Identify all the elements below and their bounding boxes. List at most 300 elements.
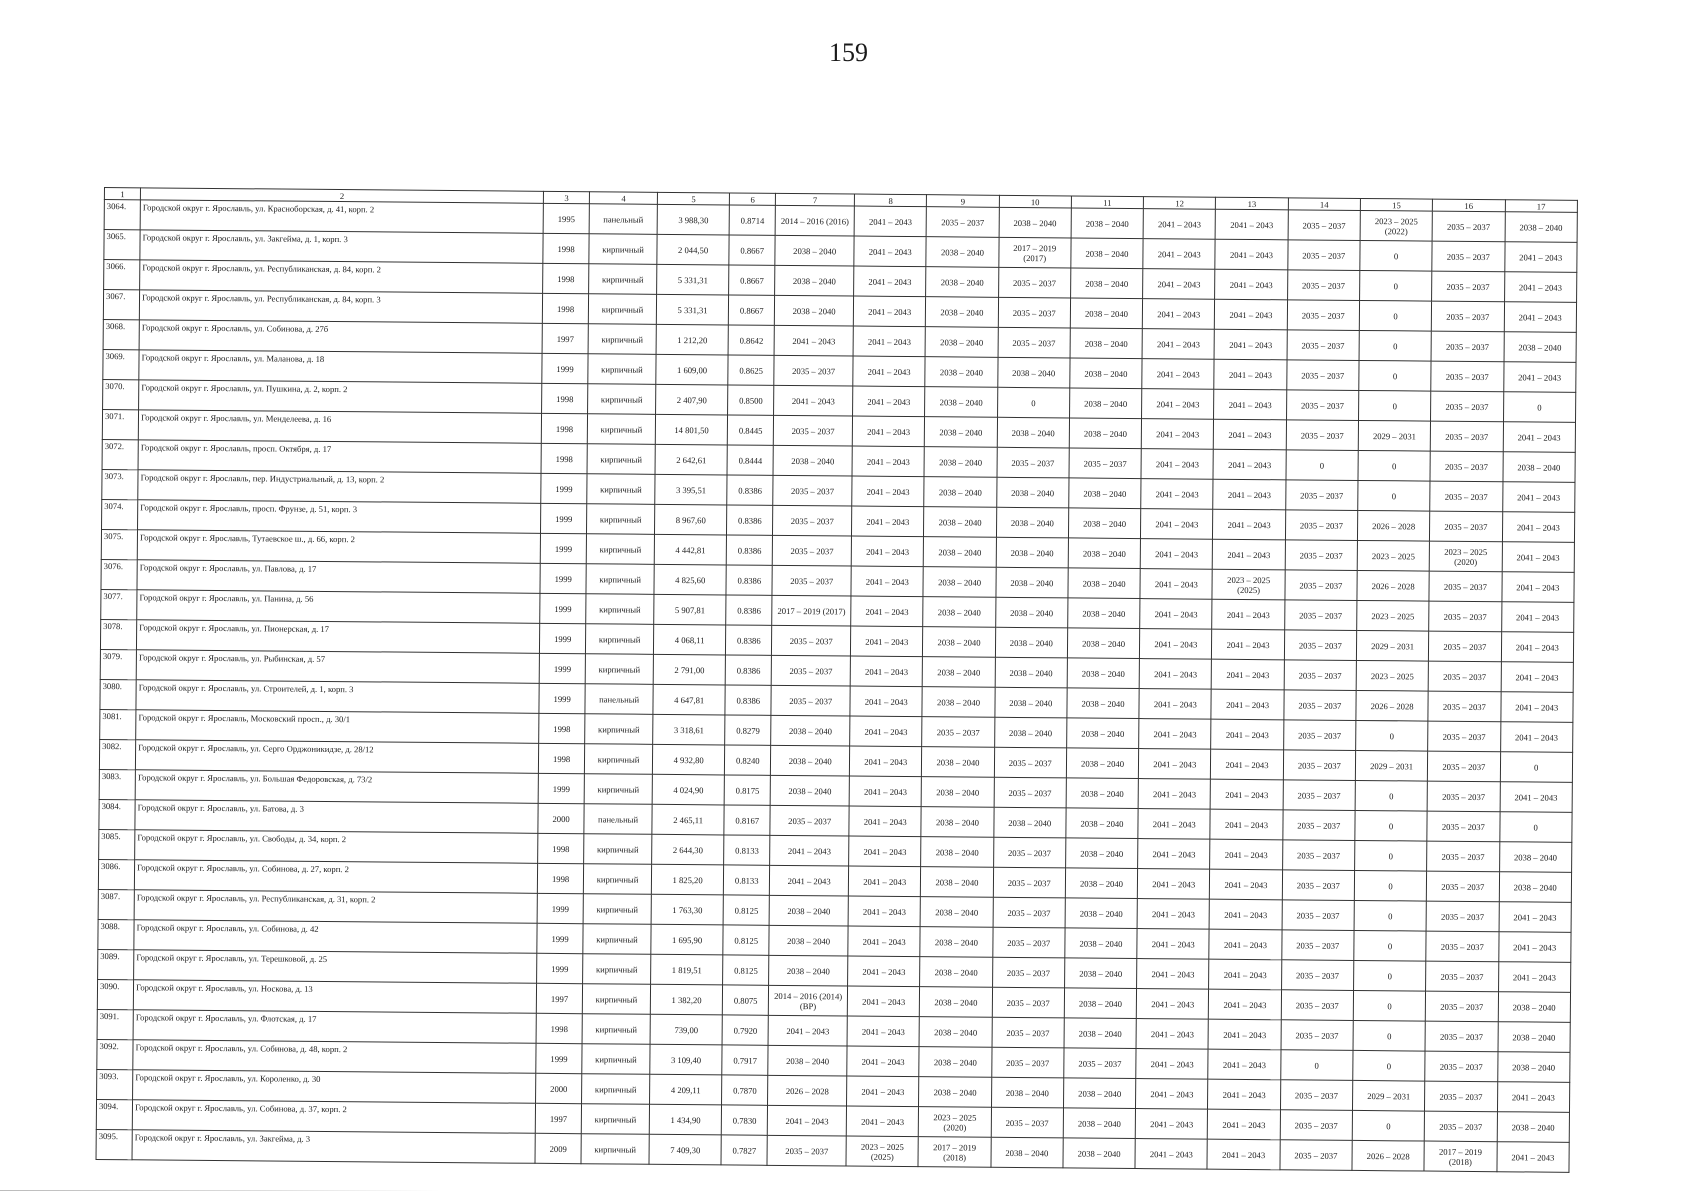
row-number-cell: 3084. bbox=[99, 799, 135, 829]
table-cell: 2041 – 2043 bbox=[850, 656, 923, 687]
table-cell: 2038 – 2040 bbox=[1502, 452, 1575, 483]
table-cell: 2026 – 2028 bbox=[768, 1075, 847, 1106]
table-cell: 1 609,00 bbox=[656, 354, 729, 385]
table-cell: 2041 – 2043 bbox=[854, 206, 927, 237]
table-cell: 2038 – 2040 bbox=[996, 537, 1069, 568]
table-cell: 2041 – 2043 bbox=[849, 776, 922, 807]
row-number-cell: 3088. bbox=[98, 919, 134, 949]
table-cell: 2038 – 2040 bbox=[997, 357, 1070, 388]
address-cell: Городской округ г. Ярославль, ул. Собинова, д. 37, корп. 2 bbox=[132, 1100, 535, 1134]
address-cell: Городской округ г. Ярославль, Тутаевское ш., д. 66, корп. 2 bbox=[137, 530, 540, 564]
table-cell: 0.8642 bbox=[728, 325, 774, 355]
table-cell: 2041 – 2043 bbox=[851, 536, 924, 567]
column-header-8: 8 bbox=[854, 194, 926, 207]
table-cell: 2038 – 2040 bbox=[768, 1045, 847, 1076]
table-cell: 2014 – 2016 (2014) (ВР) bbox=[769, 985, 848, 1016]
row-number-cell: 3080. bbox=[100, 679, 136, 709]
table-cell: кирпичный bbox=[589, 234, 657, 265]
table-cell: 2041 – 2043 bbox=[851, 596, 924, 627]
row-number-cell: 3069. bbox=[103, 349, 139, 379]
table-cell: 2038 – 2040 bbox=[991, 1077, 1064, 1108]
schedule-table-container bbox=[96, 187, 1578, 1167]
column-header-10: 10 bbox=[999, 195, 1071, 208]
table-cell: 2035 – 2037 bbox=[1282, 930, 1355, 961]
table-cell: 2035 – 2037 bbox=[774, 415, 853, 446]
table-cell: 2041 – 2043 bbox=[1497, 1082, 1570, 1113]
table-cell: кирпичный bbox=[584, 774, 652, 805]
table-cell: 0.8133 bbox=[724, 865, 770, 895]
row-number-cell: 3076. bbox=[101, 559, 137, 589]
row-number-cell: 3091. bbox=[97, 1009, 133, 1039]
table-cell: 2 465,11 bbox=[652, 804, 725, 835]
table-cell: 0 bbox=[1500, 752, 1573, 783]
table-cell: 2038 – 2040 bbox=[1504, 332, 1577, 363]
table-cell: 1 825,20 bbox=[651, 864, 724, 895]
table-cell: 2038 – 2040 bbox=[1067, 658, 1140, 689]
table-cell: 2041 – 2043 bbox=[1500, 722, 1573, 753]
table-cell: 2041 – 2043 bbox=[850, 716, 923, 747]
table-cell: 4 024,90 bbox=[652, 774, 725, 805]
table-cell: 2038 – 2040 bbox=[1066, 748, 1139, 779]
table-cell: 2041 – 2043 bbox=[1137, 899, 1210, 930]
table-cell: 1998 bbox=[541, 413, 587, 443]
table-cell: 1995 bbox=[543, 203, 589, 233]
table-cell: 2035 – 2037 bbox=[1288, 240, 1361, 271]
table-cell: 2041 – 2043 bbox=[1136, 1019, 1209, 1050]
table-cell: кирпичный bbox=[583, 924, 651, 955]
table-cell: 2038 – 2040 bbox=[769, 925, 848, 956]
table-cell: 2035 – 2037 bbox=[1069, 448, 1142, 479]
row-number-cell: 3090. bbox=[97, 979, 133, 1009]
table-cell: 2035 – 2037 bbox=[1064, 1048, 1137, 1079]
table-cell: 0.8386 bbox=[727, 505, 773, 535]
table-cell: 2041 – 2043 bbox=[1501, 632, 1574, 663]
table-cell: 2041 – 2043 bbox=[848, 926, 921, 957]
table-cell: 2038 – 2040 bbox=[922, 687, 995, 718]
table-cell: 2041 – 2043 bbox=[1143, 209, 1216, 240]
table-cell: 1998 bbox=[539, 743, 585, 773]
table-cell: 0.8279 bbox=[725, 715, 771, 745]
column-header-12: 12 bbox=[1144, 197, 1216, 210]
table-body bbox=[96, 200, 1577, 1173]
table-cell: 2041 – 2043 bbox=[1211, 689, 1284, 720]
table-cell: 2041 – 2043 bbox=[1142, 329, 1215, 360]
table-cell: 2041 – 2043 bbox=[1139, 749, 1212, 780]
table-cell: 2038 – 2040 bbox=[926, 237, 999, 268]
table-cell: 2038 – 2040 bbox=[923, 657, 996, 688]
table-cell: 0 bbox=[1354, 960, 1427, 991]
table-cell: 2041 – 2043 bbox=[1141, 449, 1214, 480]
table-cell: 2041 – 2043 bbox=[848, 866, 921, 897]
address-cell: Городской округ г. Ярославль, ул. Республиканская, д. 31, корп. 2 bbox=[134, 890, 537, 924]
table-cell: 2041 – 2043 bbox=[1139, 659, 1212, 690]
table-cell: 2041 – 2043 bbox=[1210, 899, 1283, 930]
table-cell: 2035 – 2037 bbox=[1429, 601, 1502, 632]
table-cell: 1998 bbox=[541, 443, 587, 473]
table-cell: 2038 – 2040 bbox=[991, 1137, 1064, 1168]
table-cell: 0 bbox=[1355, 780, 1428, 811]
table-cell: 1999 bbox=[541, 473, 587, 503]
table-cell: 2035 – 2037 bbox=[1427, 871, 1500, 902]
table-cell: 2041 – 2043 bbox=[1139, 689, 1212, 720]
table-cell: 2041 – 2043 bbox=[774, 385, 853, 416]
table-cell: 2035 – 2037 bbox=[1432, 241, 1505, 272]
table-cell: 2038 – 2040 bbox=[1067, 628, 1140, 659]
table-cell: 1 763,30 bbox=[651, 894, 724, 925]
table-cell: 0.8075 bbox=[723, 985, 769, 1015]
table-cell: 2038 – 2040 bbox=[1065, 868, 1138, 899]
table-cell: 2041 – 2043 bbox=[1137, 959, 1210, 990]
table-cell: 2038 – 2040 bbox=[1065, 898, 1138, 929]
table-cell: 2023 – 2025 bbox=[1356, 660, 1429, 691]
table-cell: 2041 – 2043 bbox=[1212, 659, 1285, 690]
table-cell: 2017 – 2019 (2018) bbox=[918, 1137, 991, 1168]
table-cell: 2041 – 2043 bbox=[1502, 542, 1575, 573]
table-cell: 2017 – 2019 (2017) bbox=[772, 595, 851, 626]
table-cell: 2035 – 2037 bbox=[992, 987, 1065, 1018]
table-cell: 2041 – 2043 bbox=[1498, 932, 1571, 963]
table-cell: 0.8714 bbox=[729, 205, 775, 235]
table-cell: 0.8386 bbox=[725, 685, 771, 715]
table-cell: 2035 – 2037 bbox=[992, 1017, 1065, 1048]
table-cell: 2038 – 2040 bbox=[920, 957, 993, 988]
table-cell: 2035 – 2037 bbox=[1281, 990, 1354, 1021]
table-cell: 2041 – 2043 bbox=[1502, 482, 1575, 513]
table-cell: 2035 – 2037 bbox=[1280, 1140, 1353, 1171]
table-cell: 2038 – 2040 bbox=[923, 597, 996, 628]
column-header-11: 11 bbox=[1071, 196, 1143, 209]
table-cell: 2041 – 2043 bbox=[1136, 1079, 1209, 1110]
table-cell: кирпичный bbox=[585, 744, 653, 775]
table-cell: 2041 – 2043 bbox=[1214, 419, 1287, 450]
table-cell: кирпичный bbox=[581, 1104, 649, 1135]
table-cell: 2041 – 2043 bbox=[1500, 692, 1573, 723]
table-cell: 0.8386 bbox=[725, 655, 771, 685]
table-cell: 2041 – 2043 bbox=[1209, 959, 1282, 990]
table-cell: 2035 – 2037 bbox=[1285, 510, 1358, 541]
table-cell: 2041 – 2043 bbox=[1498, 962, 1571, 993]
table-cell: 2041 – 2043 bbox=[1213, 509, 1286, 540]
table-cell: 0 bbox=[1356, 720, 1429, 751]
table-cell: 2041 – 2043 bbox=[1215, 269, 1288, 300]
row-number-cell: 3064. bbox=[104, 200, 140, 230]
table-cell: 2038 – 2040 bbox=[923, 627, 996, 658]
table-cell: кирпичный bbox=[587, 414, 655, 445]
table-cell: кирпичный bbox=[585, 714, 653, 745]
row-number-cell: 3073. bbox=[102, 469, 138, 499]
table-cell: 2026 – 2028 bbox=[1357, 510, 1430, 541]
table-cell: 2038 – 2040 bbox=[1068, 538, 1141, 569]
table-cell: 2041 – 2043 bbox=[770, 865, 849, 896]
table-cell: 2041 – 2043 bbox=[1136, 989, 1209, 1020]
column-header-1: 1 bbox=[104, 188, 140, 200]
table-cell: 2035 – 2037 bbox=[1427, 781, 1500, 812]
table-cell: 2035 – 2037 bbox=[1286, 360, 1359, 391]
address-cell: Городской округ г. Ярославль, ул. Маланова, д. 18 bbox=[139, 350, 542, 384]
table-cell: 2041 – 2043 bbox=[1135, 1109, 1208, 1140]
table-cell: 2035 – 2037 bbox=[922, 717, 995, 748]
table-cell: 2038 – 2040 bbox=[1063, 1108, 1136, 1139]
table-cell: 2041 – 2043 bbox=[1210, 869, 1283, 900]
row-number-cell: 3074. bbox=[102, 499, 138, 529]
table-cell: 2026 – 2028 bbox=[1357, 570, 1430, 601]
table-cell: 2038 – 2040 bbox=[1071, 238, 1144, 269]
table-cell: 2035 – 2037 bbox=[994, 777, 1067, 808]
row-number-cell: 3092. bbox=[97, 1039, 133, 1069]
table-cell: 2017 – 2019 (2018) bbox=[1424, 1141, 1497, 1172]
address-cell: Городской округ г. Ярославль, ул. Рыбинская, д. 57 bbox=[136, 650, 539, 684]
table-cell: 2017 – 2019 (2017) bbox=[998, 237, 1071, 268]
table-cell: 3 395,51 bbox=[655, 474, 728, 505]
table-cell: кирпичный bbox=[588, 354, 656, 385]
table-cell: 2035 – 2037 bbox=[1281, 960, 1354, 991]
table-cell: 2038 – 2040 bbox=[924, 537, 997, 568]
table-cell: 2035 – 2037 bbox=[771, 685, 850, 716]
table-cell: 2035 – 2037 bbox=[1282, 900, 1355, 931]
table-cell: 2038 – 2040 bbox=[923, 567, 996, 598]
table-cell: 2041 – 2043 bbox=[1142, 389, 1215, 420]
table-cell: 2041 – 2043 bbox=[850, 686, 923, 717]
row-number-cell: 3079. bbox=[100, 649, 136, 679]
table-cell: 2041 – 2043 bbox=[1138, 839, 1211, 870]
table-cell: 2041 – 2043 bbox=[774, 325, 853, 356]
column-header-7: 7 bbox=[776, 193, 855, 206]
table-cell: 2035 – 2037 bbox=[1425, 1081, 1498, 1112]
table-cell: 2041 – 2043 bbox=[847, 1076, 920, 1107]
table-cell: 2041 – 2043 bbox=[1504, 302, 1577, 333]
table-cell: 4 932,80 bbox=[652, 744, 725, 775]
table-cell: 2041 – 2043 bbox=[1139, 719, 1212, 750]
table-cell: 2035 – 2037 bbox=[1285, 570, 1358, 601]
address-cell: Городской округ г. Ярославль, ул. Красноборская, д. 41, корп. 2 bbox=[140, 200, 543, 234]
table-cell: 2038 – 2040 bbox=[995, 657, 1068, 688]
table-cell: 1 819,51 bbox=[651, 954, 724, 985]
table-cell: 3 318,61 bbox=[653, 714, 726, 745]
table-cell: 0.7830 bbox=[722, 1105, 768, 1135]
table-cell: 0.8125 bbox=[723, 955, 769, 985]
table-cell: 0.8175 bbox=[724, 775, 770, 805]
column-header-2: 2 bbox=[141, 188, 544, 204]
table-cell: 2038 – 2040 bbox=[1067, 718, 1140, 749]
table-cell: 2041 – 2043 bbox=[1140, 629, 1213, 660]
table-cell: 2035 – 2037 bbox=[1287, 330, 1360, 361]
row-number-cell: 3095. bbox=[96, 1129, 132, 1159]
table-cell: 2041 – 2043 bbox=[1141, 419, 1214, 450]
table-cell: 2035 – 2037 bbox=[1428, 721, 1501, 752]
table-cell: 2041 – 2043 bbox=[1143, 239, 1216, 270]
table-cell: 8 967,60 bbox=[655, 504, 728, 535]
table-cell: 1997 bbox=[536, 983, 582, 1013]
table-cell: 2035 – 2037 bbox=[1432, 301, 1505, 332]
table-cell: 2035 – 2037 bbox=[1431, 391, 1504, 422]
table-cell: 0.8167 bbox=[724, 805, 770, 835]
table-cell: 5 907,81 bbox=[654, 594, 727, 625]
table-cell: 0 bbox=[997, 387, 1070, 418]
row-number-cell: 3087. bbox=[98, 889, 134, 919]
table-cell: 1 212,20 bbox=[656, 324, 729, 355]
table-cell: 2035 – 2037 bbox=[1428, 691, 1501, 722]
table-cell: 2041 – 2043 bbox=[1213, 479, 1286, 510]
table-cell: кирпичный bbox=[588, 324, 656, 355]
table-cell: 2041 – 2043 bbox=[1499, 902, 1572, 933]
table-cell: 2041 – 2043 bbox=[1142, 299, 1215, 330]
table-cell: 0.8133 bbox=[724, 835, 770, 865]
scan-artifact-line bbox=[0, 1190, 440, 1191]
table-cell: 1998 bbox=[537, 863, 583, 893]
table-cell: 2035 – 2037 bbox=[1430, 511, 1503, 542]
table-cell: 2041 – 2043 bbox=[1208, 1019, 1281, 1050]
address-cell: Городской округ г. Ярославль, просп. Фрунзе, д. 51, корп. 3 bbox=[138, 500, 541, 534]
address-cell: Городской округ г. Ярославль, пер. Индустриальный, д. 13, корп. 2 bbox=[138, 470, 541, 504]
table-cell: 2041 – 2043 bbox=[1140, 569, 1213, 600]
table-cell: 1997 bbox=[535, 1103, 581, 1133]
row-number-cell: 3086. bbox=[98, 859, 134, 889]
table-cell: 0.8667 bbox=[729, 265, 775, 295]
table-cell: 2038 – 2040 bbox=[924, 447, 997, 478]
table-cell: 0 bbox=[1360, 240, 1433, 271]
row-number-cell: 3065. bbox=[104, 230, 140, 260]
table-cell: 2038 – 2040 bbox=[1498, 992, 1571, 1023]
row-number-cell: 3071. bbox=[102, 409, 138, 439]
table-cell: кирпичный bbox=[582, 984, 650, 1015]
table-cell: 2035 – 2037 bbox=[1280, 1080, 1353, 1111]
table-cell: 2041 – 2043 bbox=[1142, 359, 1215, 390]
table-cell: 0 bbox=[1359, 300, 1432, 331]
table-cell: 2035 – 2037 bbox=[1426, 991, 1499, 1022]
table-cell: 4 647,81 bbox=[653, 684, 726, 715]
table-cell: 2041 – 2043 bbox=[1214, 389, 1287, 420]
table-cell: кирпичный bbox=[586, 534, 654, 565]
table-cell: 2038 – 2040 bbox=[771, 745, 850, 776]
table-cell: 1 695,90 bbox=[651, 924, 724, 955]
table-cell: 2038 – 2040 bbox=[1063, 1078, 1136, 1109]
table-cell: 2041 – 2043 bbox=[849, 746, 922, 777]
table-cell: 2038 – 2040 bbox=[1070, 328, 1143, 359]
table-cell: 739,00 bbox=[650, 1014, 723, 1045]
table-cell: 2041 – 2043 bbox=[1210, 839, 1283, 870]
table-cell: 2038 – 2040 bbox=[1065, 928, 1138, 959]
table-cell: 2035 – 2037 bbox=[1426, 931, 1499, 962]
table-cell: 2041 – 2043 bbox=[1214, 359, 1287, 390]
table-cell: 2038 – 2040 bbox=[775, 235, 854, 266]
table-cell: 2035 – 2037 bbox=[1283, 780, 1356, 811]
table-cell: 2035 – 2037 bbox=[773, 475, 852, 506]
table-cell: 2041 – 2043 bbox=[853, 356, 926, 387]
table-cell: 2041 – 2043 bbox=[1500, 782, 1573, 813]
table-cell: 2038 – 2040 bbox=[995, 597, 1068, 628]
table-cell: 2038 – 2040 bbox=[1069, 478, 1142, 509]
table-cell: 2000 bbox=[538, 803, 584, 833]
table-cell: 2038 – 2040 bbox=[1066, 808, 1139, 839]
table-cell: 4 068,11 bbox=[653, 624, 726, 655]
table-cell: 2035 – 2037 bbox=[1280, 1110, 1353, 1141]
table-cell: 1999 bbox=[539, 653, 585, 683]
table-cell: 2035 – 2037 bbox=[1431, 331, 1504, 362]
table-cell: 2041 – 2043 bbox=[853, 296, 926, 327]
table-cell: 2035 – 2037 bbox=[991, 1107, 1064, 1138]
table-cell: кирпичный bbox=[582, 1074, 650, 1105]
table-cell: 2041 – 2043 bbox=[1211, 779, 1284, 810]
table-cell: 2041 – 2043 bbox=[847, 986, 920, 1017]
table-cell: 0.8125 bbox=[723, 895, 769, 925]
table-cell: 2041 – 2043 bbox=[1504, 242, 1577, 273]
address-cell: Городской округ г. Ярославль, ул. Закгейма, д. 3 bbox=[132, 1130, 535, 1164]
table-cell: 2041 – 2043 bbox=[1135, 1139, 1208, 1170]
table-cell: 2041 – 2043 bbox=[1215, 299, 1288, 330]
table-cell: кирпичный bbox=[582, 1014, 650, 1045]
table-cell: 2038 – 2040 bbox=[1064, 958, 1137, 989]
table-cell: 2041 – 2043 bbox=[1208, 1079, 1281, 1110]
table-cell: 0 bbox=[1354, 870, 1427, 901]
table-cell: 2009 bbox=[535, 1133, 581, 1163]
table-cell: 2035 – 2037 bbox=[992, 927, 1065, 958]
table-cell: 0 bbox=[1360, 270, 1433, 301]
table-cell: 2038 – 2040 bbox=[924, 507, 997, 538]
row-number-cell: 3082. bbox=[99, 739, 135, 769]
table-cell: 2038 – 2040 bbox=[1066, 778, 1139, 809]
table-cell: 2041 – 2043 bbox=[851, 626, 924, 657]
address-cell: Городской округ г. Ярославль, ул. Строителей, д. 1, корп. 3 bbox=[136, 680, 539, 714]
row-number-cell: 3066. bbox=[104, 260, 140, 290]
address-cell: Городской округ г. Ярославль, ул. Батова, д. 3 bbox=[135, 800, 538, 834]
table-cell: 2038 – 2040 bbox=[922, 747, 995, 778]
table-cell: 2038 – 2040 bbox=[921, 777, 994, 808]
row-number-cell: 3081. bbox=[100, 709, 136, 739]
table-cell: 2041 – 2043 bbox=[768, 1015, 847, 1046]
table-cell: 0 bbox=[1354, 900, 1427, 931]
table-cell: кирпичный bbox=[583, 894, 651, 925]
table-cell: 0 bbox=[1359, 330, 1432, 361]
row-number-cell: 3067. bbox=[103, 290, 139, 320]
table-cell: 0.8500 bbox=[728, 385, 774, 415]
table-cell: 2038 – 2040 bbox=[775, 295, 854, 326]
address-cell: Городской округ г. Ярославль, ул. Панина, д. 56 bbox=[137, 590, 540, 624]
table-cell: 4 825,60 bbox=[654, 564, 727, 595]
table-cell: 2041 – 2043 bbox=[853, 326, 926, 357]
table-cell: кирпичный bbox=[583, 954, 651, 985]
address-cell: Городской округ г. Ярославль, ул. Собинова, д. 42 bbox=[134, 920, 537, 954]
table-cell: 2041 – 2043 bbox=[1501, 662, 1574, 693]
table-cell: 2041 – 2043 bbox=[1141, 509, 1214, 540]
table-cell: 1 382,20 bbox=[650, 984, 723, 1015]
table-cell: 2038 – 2040 bbox=[1497, 1052, 1570, 1083]
address-cell: Городской округ г. Ярославль, ул. Носкова, д. 13 bbox=[133, 980, 536, 1014]
table-cell: 2035 – 2037 bbox=[1428, 661, 1501, 692]
table-cell: 2 791,00 bbox=[653, 654, 726, 685]
table-cell: 0 bbox=[1353, 1050, 1426, 1081]
row-number-cell: 3075. bbox=[101, 529, 137, 559]
table-cell: 2041 – 2043 bbox=[1138, 809, 1211, 840]
table-cell: 1 434,90 bbox=[649, 1104, 722, 1135]
table-cell: 2035 – 2037 bbox=[1426, 961, 1499, 992]
table-cell: 2038 – 2040 bbox=[925, 417, 998, 448]
table-cell: кирпичный bbox=[586, 624, 654, 655]
address-cell: Городской округ г. Ярославль, ул. Серго Орджоникидзе, д. 28/12 bbox=[136, 740, 539, 774]
table-cell: 2038 – 2040 bbox=[925, 327, 998, 358]
table-cell: 2035 – 2037 bbox=[1286, 420, 1359, 451]
table-cell: 2035 – 2037 bbox=[773, 505, 852, 536]
table-cell: 2041 – 2043 bbox=[1212, 629, 1285, 660]
table-cell: 2 044,50 bbox=[657, 234, 730, 265]
column-header-16: 16 bbox=[1433, 199, 1505, 212]
table-cell: 1999 bbox=[538, 773, 584, 803]
table-cell: 2041 – 2043 bbox=[852, 446, 925, 477]
table-cell: 2041 – 2043 bbox=[1136, 1049, 1209, 1080]
table-cell: 2035 – 2037 bbox=[992, 957, 1065, 988]
table-cell: 0.7920 bbox=[722, 1015, 768, 1045]
table-cell: 2035 – 2037 bbox=[1429, 631, 1502, 662]
row-number-cell: 3093. bbox=[97, 1069, 133, 1099]
